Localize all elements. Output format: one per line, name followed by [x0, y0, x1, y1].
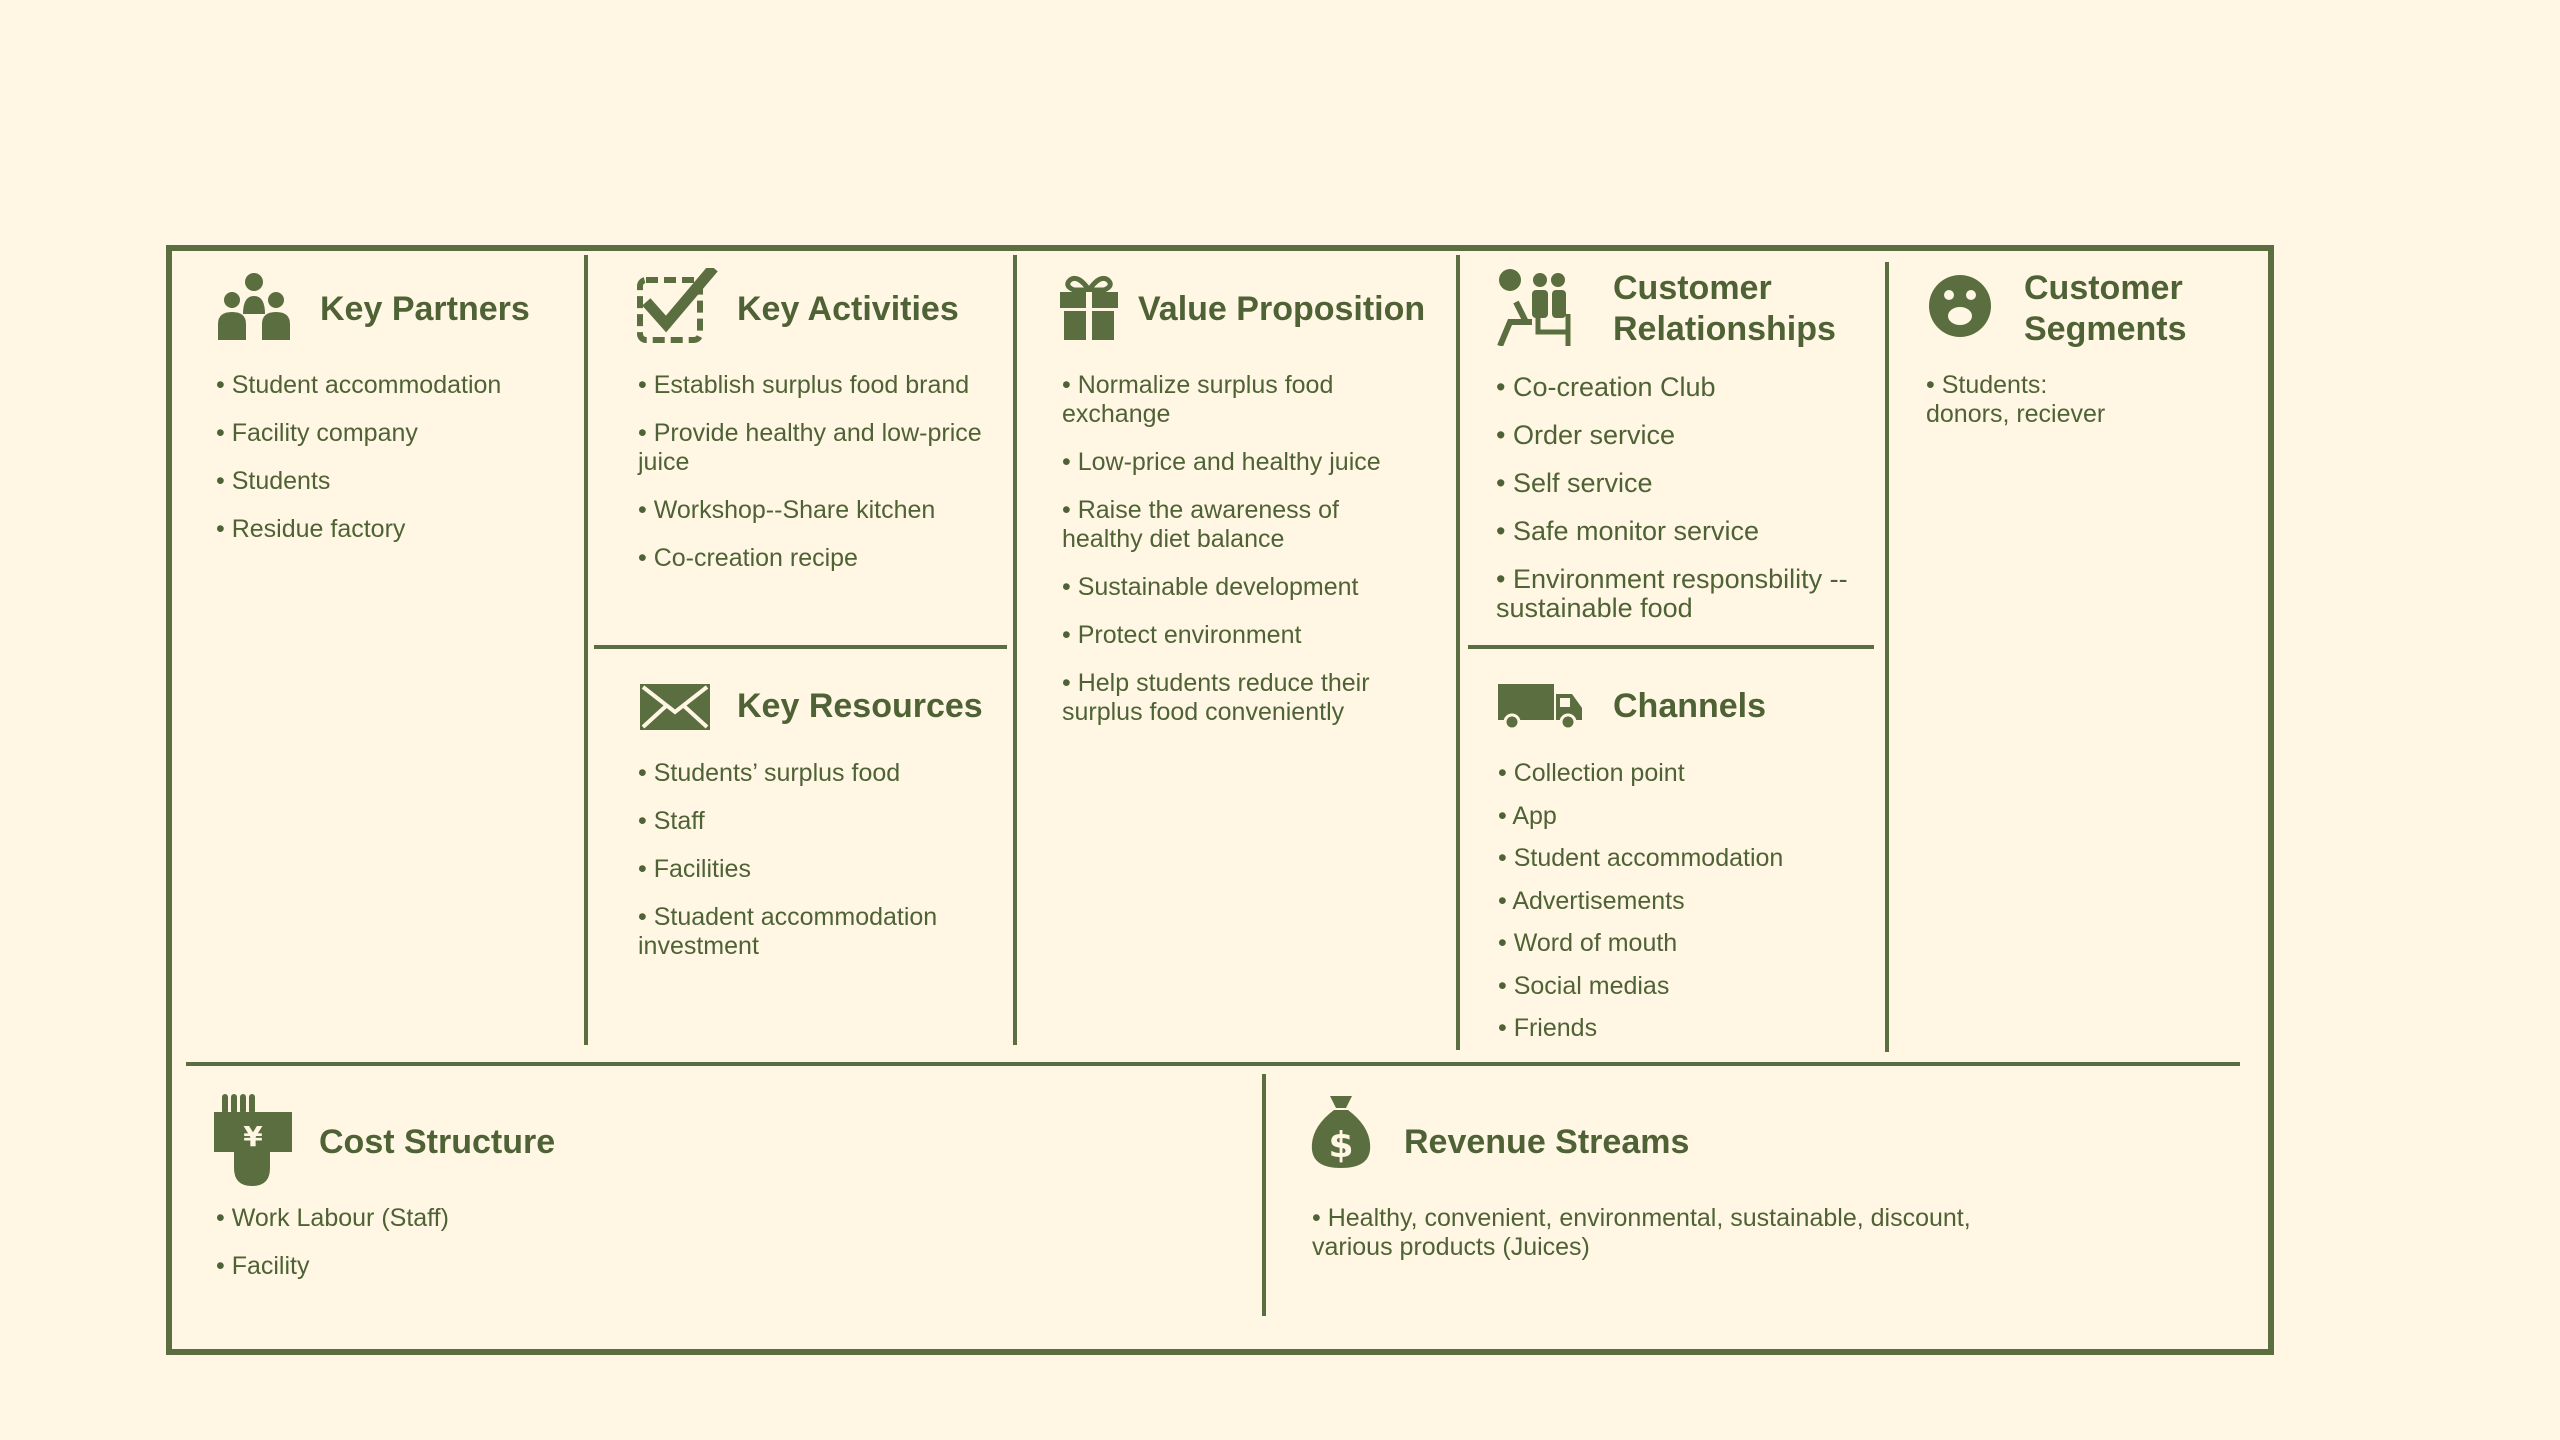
list-item: • Workshop--Share kitchen: [638, 496, 998, 525]
hand-yen-icon: [214, 1094, 292, 1186]
svg-text:¥: ¥: [243, 1120, 263, 1153]
list-item: • Provide healthy and low-price juice: [638, 419, 998, 477]
customer-segments-title: Customer Segments: [2024, 269, 2187, 348]
list-item: • Advertisements: [1498, 887, 1868, 916]
svg-text:$: $: [1328, 1125, 1354, 1166]
list-item: • Environment responsbility --sustainable food: [1496, 565, 1856, 623]
revenue-streams-title: Revenue Streams: [1404, 1123, 1690, 1161]
list-item: • Healthy, convenient, environmental, sustainable, discount, various products (Juices): [1312, 1204, 2032, 1262]
list-item: • Residue factory: [216, 515, 561, 544]
list-item: • Students’ surplus food: [638, 759, 998, 788]
customer-relationships-list: [1496, 373, 1866, 623]
checkbox-check-icon: [636, 268, 720, 346]
list-item: • Stuadent accommodation investment: [638, 903, 968, 961]
key-resources-list: [638, 759, 998, 961]
people-group-icon: [216, 272, 292, 342]
divider: [594, 645, 1007, 649]
divider: [1013, 255, 1017, 1045]
list-item: • Students: [216, 467, 561, 496]
money-bag-icon: [1310, 1094, 1372, 1168]
customer-segments-list: [1926, 371, 2156, 429]
customer-relationships-title: Customer Relationships: [1613, 269, 1836, 348]
list-item: • Order service: [1496, 421, 1866, 450]
key-resources-title: Key Resources: [737, 687, 983, 725]
smiley-face-icon: [1928, 274, 1992, 338]
key-partners-list: [216, 371, 561, 544]
list-item: • Low-price and healthy juice: [1062, 448, 1412, 477]
seated-people-icon: [1496, 268, 1576, 346]
list-item: • Facility company: [216, 419, 561, 448]
divider: [186, 1062, 2240, 1066]
list-item: • Collection point: [1498, 759, 1868, 788]
gift-icon: [1060, 274, 1118, 340]
divider: [584, 255, 588, 1045]
list-item: • Self service: [1496, 469, 1866, 498]
list-item: • Student accommodation: [216, 371, 561, 400]
cost-structure-title: Cost Structure: [319, 1123, 556, 1161]
list-item: • Co-creation Club: [1496, 373, 1866, 402]
divider: [1262, 1074, 1266, 1316]
list-item: • Establish surplus food brand: [638, 371, 998, 400]
list-item: • Sustainable development: [1062, 573, 1412, 602]
list-item: • Facilities: [638, 855, 998, 884]
list-item: • App: [1498, 802, 1868, 831]
list-item: • Facility: [216, 1252, 716, 1281]
list-item: • Word of mouth: [1498, 929, 1868, 958]
list-item: • Raise the awareness of healthy diet balance: [1062, 496, 1382, 554]
channels-list: [1498, 759, 1868, 1043]
list-item: • Student accommodation: [1498, 844, 1868, 873]
value-proposition-title: Value Proposition: [1138, 290, 1426, 328]
list-item: • Protect environment: [1062, 621, 1412, 650]
key-activities-title: Key Activities: [737, 290, 959, 328]
list-item: • Normalize surplus food exchange: [1062, 371, 1362, 429]
value-proposition-list: [1062, 371, 1412, 727]
key-activities-list: [638, 371, 998, 573]
list-item: • Staff: [638, 807, 998, 836]
revenue-streams-list: [1312, 1204, 2032, 1262]
envelope-icon: [640, 684, 710, 730]
key-partners-title: Key Partners: [320, 290, 530, 328]
list-item: • Help students reduce their surplus food conveniently: [1062, 669, 1392, 727]
list-item: • Friends: [1498, 1014, 1868, 1043]
channels-title: Channels: [1613, 687, 1767, 725]
list-item: • Safe monitor service: [1496, 517, 1866, 546]
cost-structure-list: [216, 1204, 716, 1281]
divider: [1456, 255, 1460, 1050]
list-item: • Social medias: [1498, 972, 1868, 1001]
divider: [1885, 262, 1889, 1052]
list-item: • Co-creation recipe: [638, 544, 998, 573]
list-item: • Students: donors, reciever: [1926, 371, 2126, 429]
truck-icon: [1498, 684, 1584, 730]
divider: [1468, 645, 1874, 649]
list-item: • Work Labour (Staff): [216, 1204, 716, 1233]
